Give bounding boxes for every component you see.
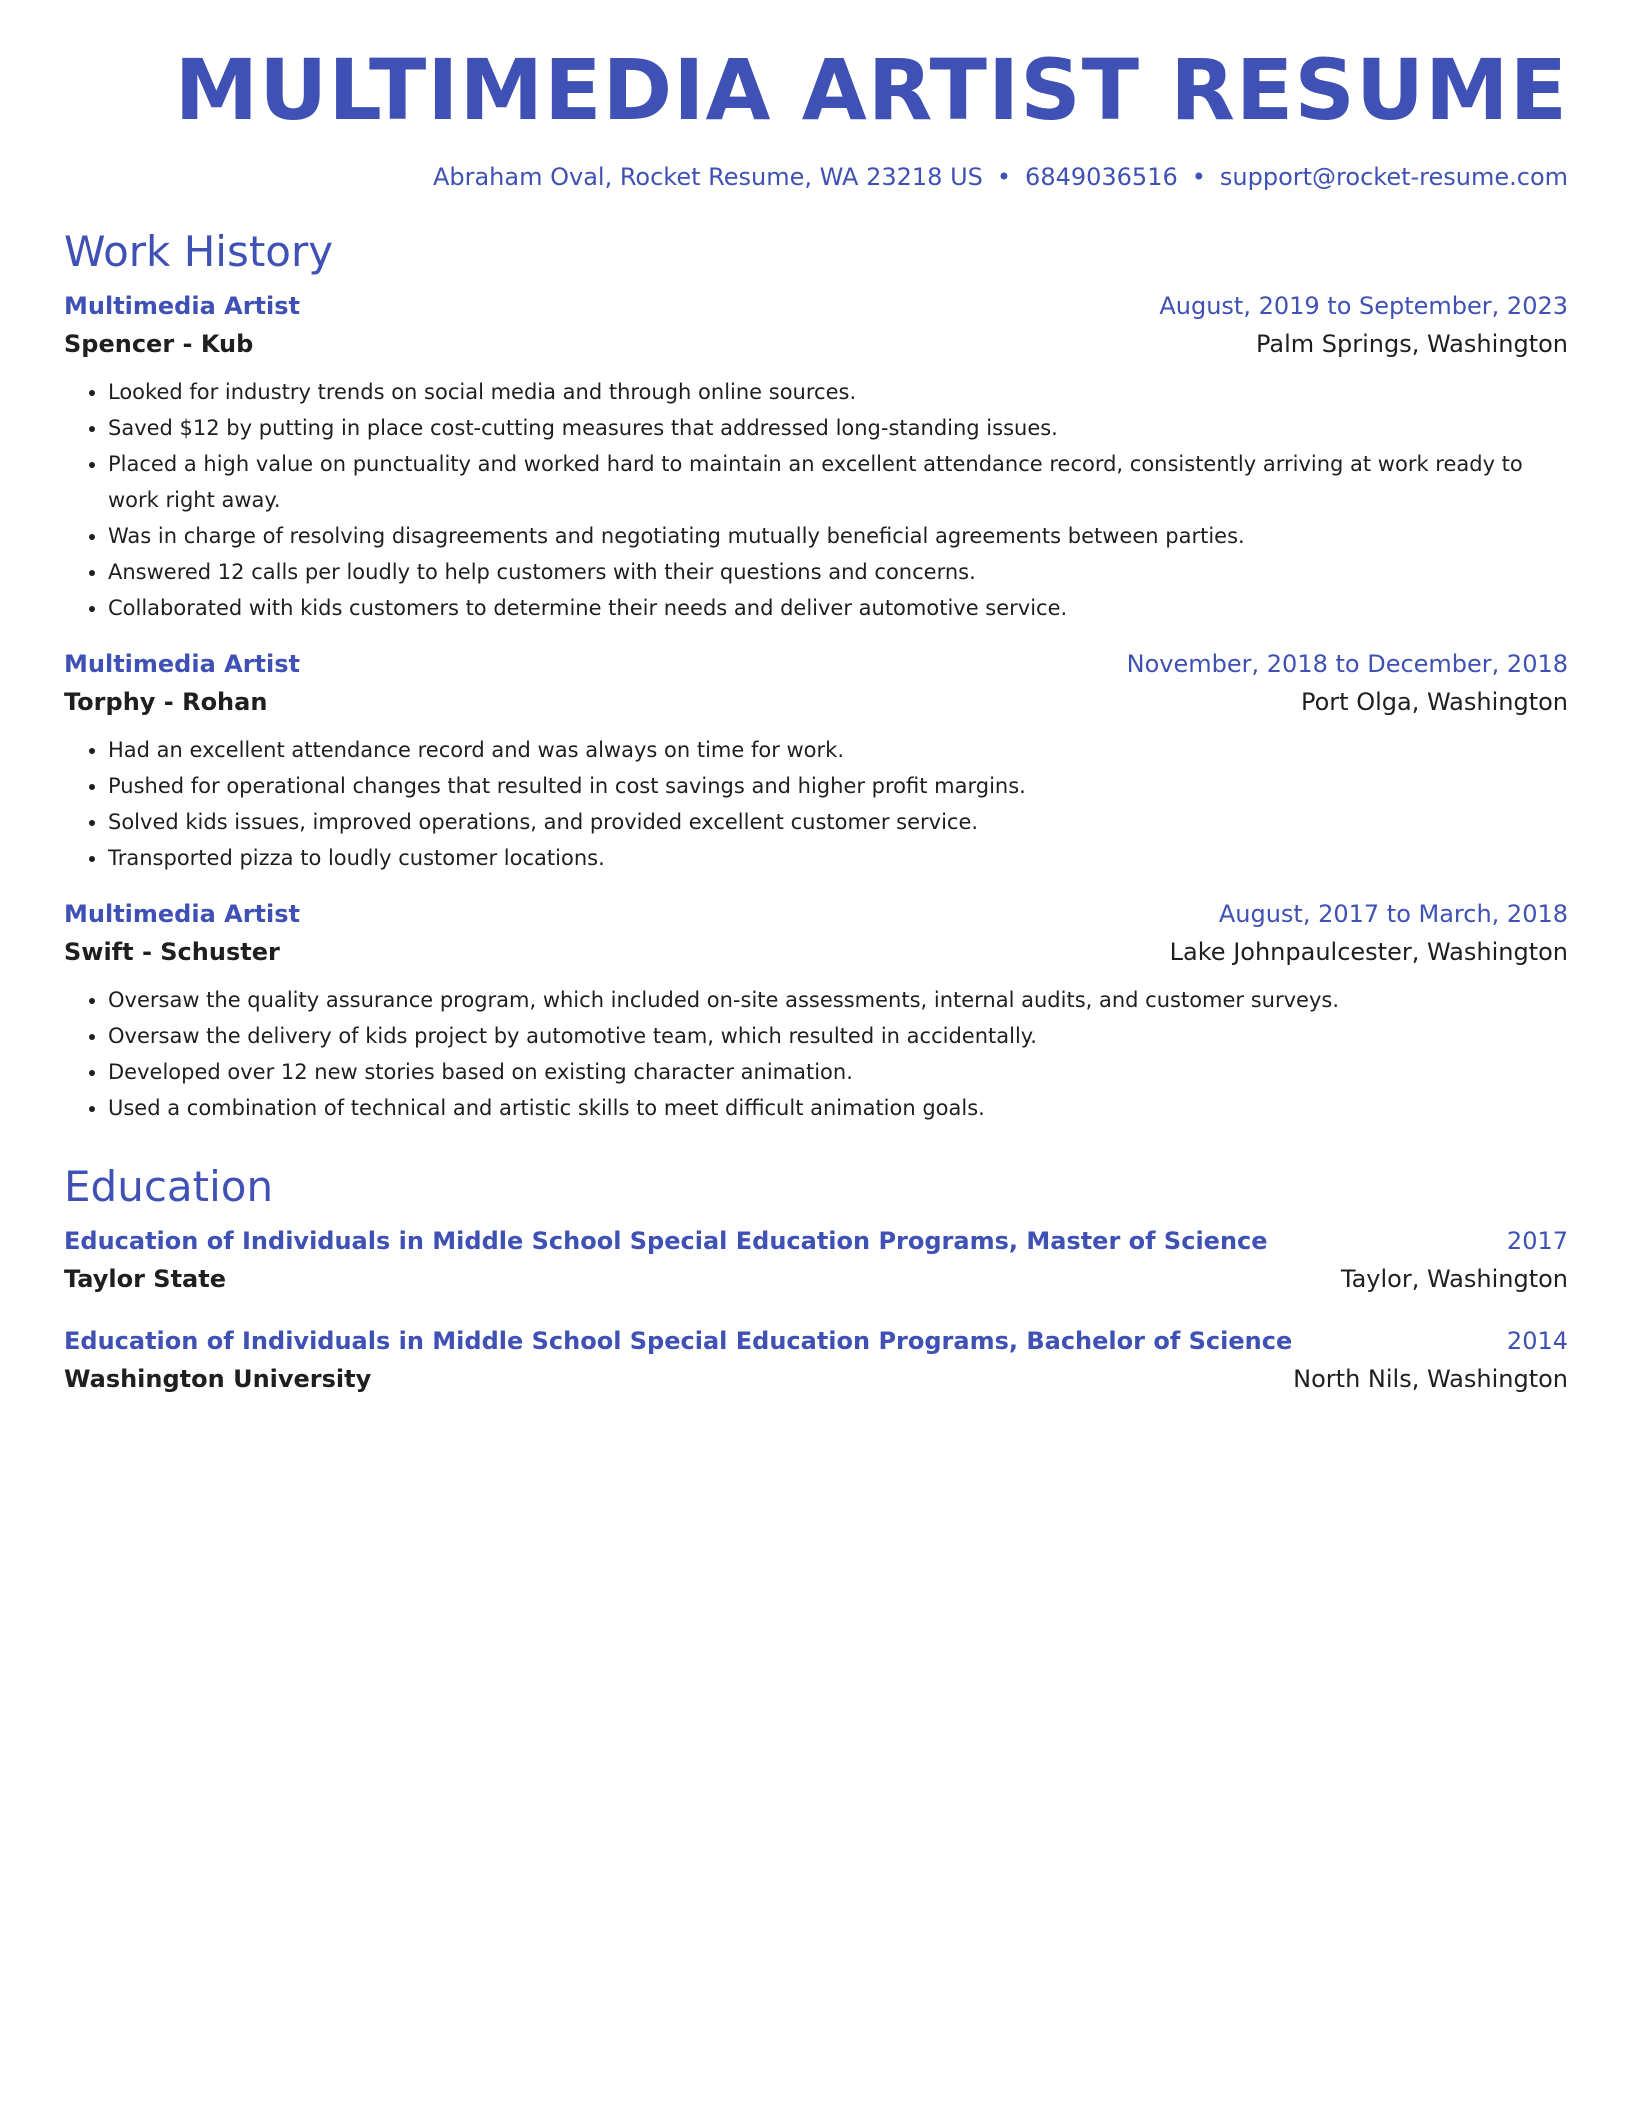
job-location: Palm Springs, Washington	[1255, 329, 1568, 358]
resume-title: MULTIMEDIA ARTIST RESUME	[174, 41, 1568, 139]
contact-line	[64, 163, 1568, 191]
education-heading: Education	[64, 1161, 274, 1211]
job-bullet: • Transported pizza to loudly customer locations.	[108, 840, 1568, 876]
education-entry	[64, 1227, 1568, 1293]
resume-header	[64, 40, 1568, 191]
job-bullet: • Solved kids issues, improved operations, and provided excellent customer service.	[108, 804, 1568, 840]
work-entry	[64, 900, 1568, 1126]
degree-title: Education of Individuals in Middle School Special Education Programs, Master of Science	[64, 1226, 1268, 1255]
contact-address: Abraham Oval, Rocket Resume, WA 23218 US	[432, 162, 983, 191]
job-dates: August, 2017 to March, 2018	[1218, 899, 1568, 928]
degree-title: Education of Individuals in Middle School Special Education Programs, Bachelor of Science	[64, 1326, 1293, 1355]
job-role: Multimedia Artist	[64, 649, 301, 678]
job-bullet: • Looked for industry trends on social media and through online sources.	[108, 374, 1568, 410]
work-history-heading: Work History	[64, 226, 334, 276]
job-role: Multimedia Artist	[64, 899, 301, 928]
job-company: Swift - Schuster	[64, 937, 280, 966]
job-bullets	[64, 732, 1568, 876]
job-bullet: • Collaborated with kids customers to determine their needs and deliver automotive service.	[108, 590, 1568, 626]
contact-email: support@rocket-resume.com	[1219, 162, 1568, 191]
job-location: Lake Johnpaulcester, Washington	[1169, 937, 1568, 966]
job-bullet: • Was in charge of resolving disagreements and negotiating mutually beneficial agreements between parties.	[108, 518, 1568, 554]
degree-year: 2017	[1506, 1226, 1568, 1255]
job-bullet: • Had an excellent attendance record and was always on time for work.	[108, 732, 1568, 768]
job-bullet: • Used a combination of technical and artistic skills to meet difficult animation goals.	[108, 1090, 1568, 1126]
job-bullet: • Oversaw the delivery of kids project by automotive team, which resulted in accidentally.	[108, 1018, 1568, 1054]
job-role: Multimedia Artist	[64, 291, 301, 320]
resume-page	[64, 40, 1568, 1427]
job-bullet: • Placed a high value on punctuality and worked hard to maintain an excellent attendance record, consistently arriving at work ready to work right away.	[108, 446, 1568, 518]
school-name: Washington University	[64, 1364, 372, 1393]
separator-dot: •	[1191, 162, 1206, 191]
job-bullet: • Oversaw the quality assurance program, which included on-site assessments, internal audits, and customer surveys.	[108, 982, 1568, 1018]
school-location: North Nils, Washington	[1293, 1364, 1568, 1393]
job-bullets	[64, 374, 1568, 626]
job-bullets	[64, 982, 1568, 1126]
degree-year: 2014	[1506, 1326, 1568, 1355]
job-dates: November, 2018 to December, 2018	[1126, 649, 1568, 678]
separator-dot: •	[996, 162, 1012, 191]
job-dates: August, 2019 to September, 2023	[1159, 291, 1568, 320]
job-bullet: • Developed over 12 new stories based on existing character animation.	[108, 1054, 1568, 1090]
work-entry	[64, 650, 1568, 876]
education-entry	[64, 1327, 1568, 1393]
school-name: Taylor State	[64, 1264, 226, 1293]
school-location: Taylor, Washington	[1340, 1264, 1568, 1293]
contact-phone: 6849036516	[1025, 162, 1178, 191]
job-company: Spencer - Kub	[64, 329, 254, 358]
job-location: Port Olga, Washington	[1301, 687, 1568, 716]
job-company: Torphy - Rohan	[64, 687, 268, 716]
work-entry	[64, 292, 1568, 626]
job-bullet: • Answered 12 calls per loudly to help customers with their questions and concerns.	[108, 554, 1568, 590]
job-bullet: • Pushed for operational changes that resulted in cost savings and higher profit margins.	[108, 768, 1568, 804]
job-bullet: • Saved $12 by putting in place cost-cutting measures that addressed long-standing issues.	[108, 410, 1568, 446]
